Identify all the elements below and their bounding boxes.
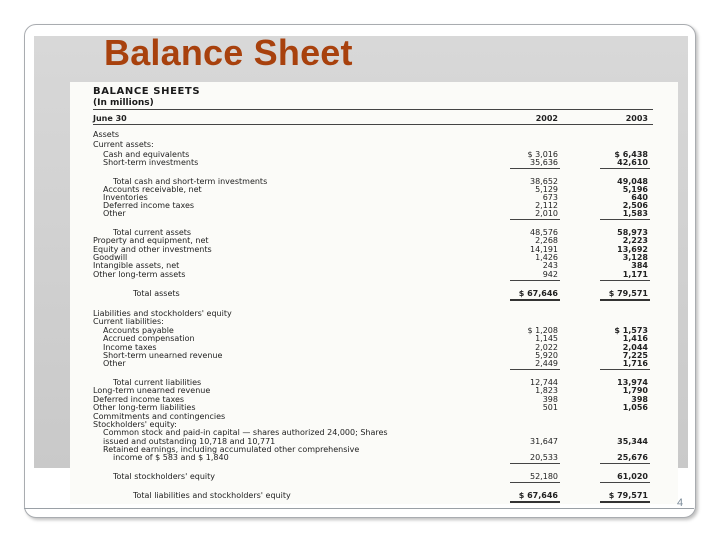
statement-header [93, 86, 200, 108]
value-2002: $ 1,208 [527, 326, 558, 335]
value-2003: $ 79,571 [608, 491, 648, 500]
row-label: Total current assets [113, 228, 192, 237]
value-2003: 61,020 [617, 472, 648, 481]
total-rule [600, 299, 650, 301]
value-2002: 2,022 [535, 343, 558, 352]
value-2002: 1,823 [535, 386, 558, 395]
total-rule [510, 501, 560, 503]
value-2003: 25,676 [617, 453, 648, 462]
row-label: Total cash and short-term investments [113, 177, 268, 186]
value-2003: 2,506 [622, 201, 648, 210]
total-rule [510, 168, 560, 169]
row-label: Accounts receivable, net [103, 185, 202, 194]
value-2002: 1,145 [535, 334, 558, 343]
balance-sheet-document [70, 82, 678, 504]
row-label: Current liabilities: [93, 317, 164, 326]
value-2002: 48,576 [530, 228, 558, 237]
row-label: Stockholders' equity: [93, 420, 177, 429]
value-2002: 52,180 [530, 472, 558, 481]
value-2002: 35,636 [530, 158, 558, 167]
total-rule [600, 280, 650, 281]
value-2003: $ 79,571 [608, 289, 648, 298]
total-rule [600, 219, 650, 220]
row-label: Short-term investments [103, 158, 199, 167]
value-2002: 5,920 [535, 351, 558, 360]
row-label: Total stockholders' equity [113, 472, 216, 481]
row-label: Intangible assets, net [93, 261, 180, 270]
row-label: Income taxes [103, 343, 157, 352]
total-rule [600, 463, 650, 464]
value-2003: 13,692 [617, 245, 648, 254]
header-rule [93, 109, 653, 110]
slide-bottom-line [24, 508, 694, 509]
value-2003: 1,790 [622, 386, 648, 395]
row-label: Long-term unearned revenue [93, 386, 211, 395]
value-2002: 243 [542, 261, 558, 270]
row-label: Other long-term liabilities [93, 403, 196, 412]
value-2002: $ 67,646 [518, 491, 558, 500]
value-2002: 38,652 [530, 177, 558, 186]
value-2003: 1,056 [622, 403, 648, 412]
row-label: Deferred income taxes [103, 201, 195, 210]
row-label: Total assets [133, 289, 180, 298]
value-2003: 49,048 [617, 177, 648, 186]
statement-title: BALANCE SHEETS [93, 86, 201, 97]
value-2002: 673 [542, 193, 558, 202]
value-2003: 35,344 [617, 437, 648, 446]
year-2002-header: 2002 [535, 114, 558, 123]
period-label: June 30 [93, 114, 127, 123]
row-label: Total current liabilities [113, 378, 202, 387]
total-rule [510, 299, 560, 301]
row-label: income of $ 583 and $ 1,840 [113, 453, 229, 462]
row-label: Current assets: [93, 140, 154, 149]
total-rule [600, 369, 650, 370]
column-header-rule [93, 124, 653, 125]
row-label: Goodwill [93, 253, 128, 262]
value-2003: 1,583 [622, 209, 648, 218]
value-2003: $ 1,573 [614, 326, 648, 335]
value-2002: 20,533 [530, 453, 558, 462]
value-2003: 2,044 [622, 343, 648, 352]
total-rule [510, 482, 560, 483]
total-rule [600, 501, 650, 503]
row-label: Equity and other investments [93, 245, 212, 254]
value-2002: 942 [542, 270, 558, 279]
value-2003: 384 [631, 261, 648, 270]
row-label: Deferred income taxes [93, 395, 185, 404]
row-label: Total liabilities and stockholders' equity [133, 491, 291, 500]
value-2002: 5,129 [535, 185, 558, 194]
value-2003: 42,610 [617, 158, 648, 167]
value-2003: 13,974 [617, 378, 648, 387]
value-2002: $ 67,646 [518, 289, 558, 298]
slide-title: Balance Sheet [104, 32, 353, 73]
value-2003: 640 [631, 193, 648, 202]
row-label: Other [103, 209, 126, 218]
total-rule [510, 463, 560, 464]
row-label: Other long-term assets [93, 270, 186, 279]
value-2002: 501 [542, 403, 558, 412]
row-label: Commitments and contingencies [93, 412, 226, 421]
row-label: Common stock and paid-in capital — shares authorized 24,000; Shares [103, 428, 388, 437]
value-2003: 1,716 [622, 359, 648, 368]
row-label: Liabilities and stockholders' equity [93, 309, 232, 318]
year-2003-header: 2003 [625, 114, 648, 123]
row-label: issued and outstanding 10,718 and 10,771 [103, 437, 276, 446]
value-2003: 2,223 [622, 236, 648, 245]
value-2003: 1,416 [622, 334, 648, 343]
total-rule [600, 168, 650, 169]
value-2003: 58,973 [617, 228, 648, 237]
row-label: Accounts payable [103, 326, 174, 335]
value-2002: $ 3,016 [527, 150, 558, 159]
statement-subtitle: (In millions) [93, 98, 154, 108]
value-2002: 2,112 [535, 201, 558, 210]
row-label: Short-term unearned revenue [103, 351, 223, 360]
total-rule [600, 482, 650, 483]
value-2002: 2,268 [535, 236, 558, 245]
page-number: 4 [677, 497, 684, 509]
value-2002: 1,426 [535, 253, 558, 262]
value-2003: 398 [631, 395, 648, 404]
value-2002: 2,010 [535, 209, 558, 218]
value-2003: 3,128 [622, 253, 648, 262]
row-label: Other [103, 359, 126, 368]
row-label: Retained earnings, including accumulated other comprehensive [103, 445, 360, 454]
value-2002: 398 [542, 395, 558, 404]
row-label: Cash and equivalents [103, 150, 190, 159]
value-2002: 14,191 [530, 245, 558, 254]
row-label: Property and equipment, net [93, 236, 209, 245]
total-rule [510, 219, 560, 220]
row-label: Inventories [103, 193, 148, 202]
total-rule [510, 369, 560, 370]
row-label: Assets [93, 130, 120, 139]
value-2003: $ 6,438 [614, 150, 648, 159]
total-rule [510, 280, 560, 281]
value-2003: 5,196 [622, 185, 648, 194]
value-2003: 1,171 [622, 270, 648, 279]
value-2002: 31,647 [530, 437, 558, 446]
row-label: Accrued compensation [103, 334, 195, 343]
value-2002: 12,744 [530, 378, 558, 387]
value-2002: 2,449 [535, 359, 558, 368]
value-2003: 7,225 [622, 351, 648, 360]
